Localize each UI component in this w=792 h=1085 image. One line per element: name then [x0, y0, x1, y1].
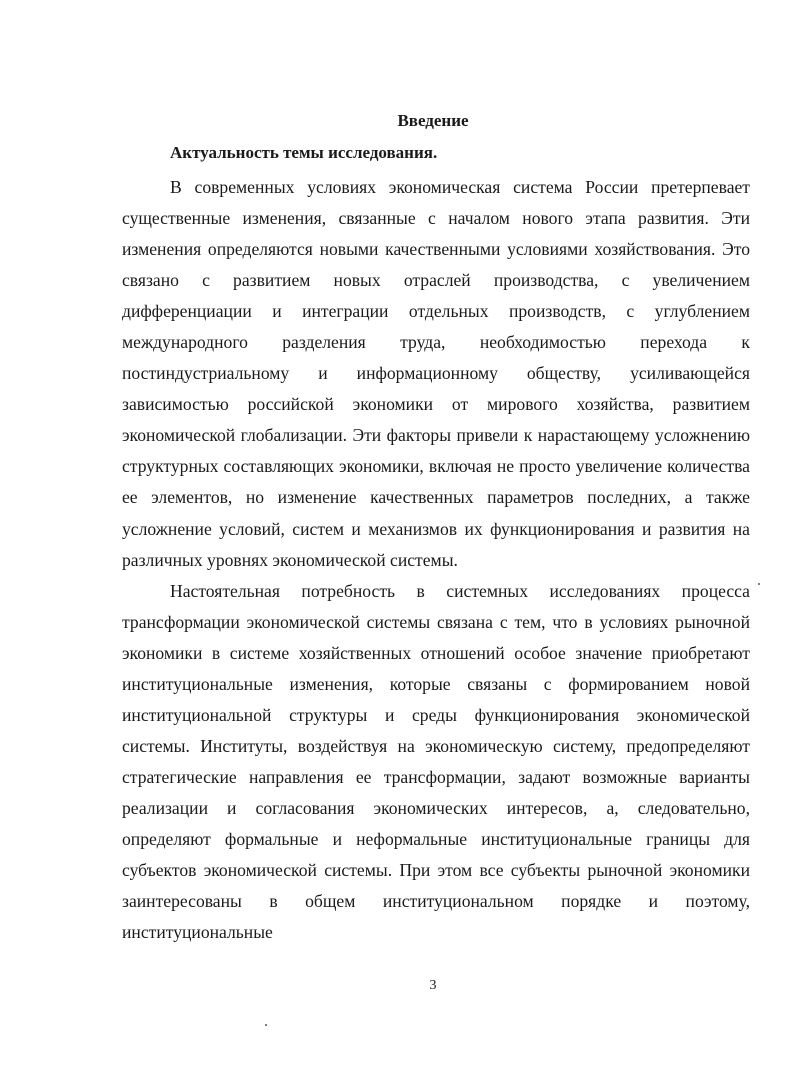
page-number: 3 — [429, 978, 437, 993]
scan-speck — [758, 583, 760, 585]
paragraph-1: В современных условиях экономическая система России претерпевает существенные изменения, связанные с началом нового этапа развития. Эти изменения определяются новыми качественными условиями хозяйствования. Это связано с развитием новых отраслей производства, с увеличением дифференциации и интеграции отдельных производств, с углублением международного разделения труда, необходимостью перехода к постиндустриальному и информационному обществу, усиливающейся зависимостью российской экономики от мирового хозяйства, развитием экономической глобализации. Эти факторы привели к нарастающему усложнению структурных составляющих экономики, включая не просто увеличение количества ее элементов, но изменение качественных параметров последних, а также усложнение условий, систем и механизмов их функционирования и развития на различных уровнях экономической системы. — [122, 177, 750, 570]
body-text — [122, 172, 750, 948]
page-title: Введение — [397, 111, 469, 130]
scan-speck — [265, 1024, 267, 1026]
paragraph-2: Настоятельная потребность в системных исследованиях процесса трансформации экономической системы связана с тем, что в условиях рыночной экономики в системе хозяйственных отношений особое значение приобретают институциональные изменения, которые связаны с формированием новой институциональной структуры и среды функционирования экономической системы. Институты, воздействуя на экономическую систему, предопределяют стратегические направления ее трансформации, задают возможные варианты реализации и согласования экономических интересов, а, следовательно, определяют формальные и неформальные институциональные границы для субъектов экономической системы. При этом все субъекты рыночной экономики заинтересованы в общем институциональном порядке и поэтому, институциональные — [122, 580, 750, 943]
section-subheading: Актуальность темы исследования. — [170, 143, 438, 162]
